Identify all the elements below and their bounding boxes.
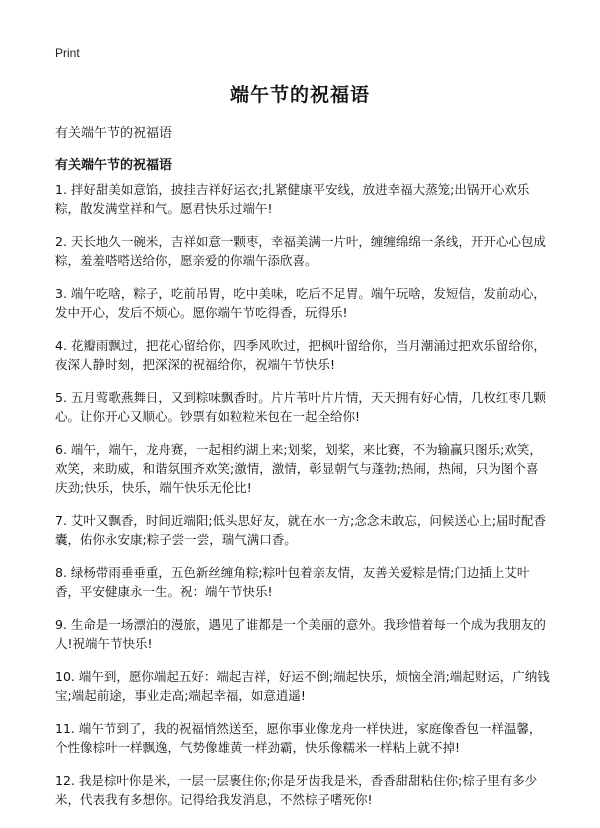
greeting-item: 5. 五月莺歌燕舞日，又到粽味飘香时。片片苇叶片片情，天天拥有好心情，几枚红枣几颗心。让你开心又顺心。钞票有如粒粒米包在一起全给你! <box>55 390 546 424</box>
greeting-item: 9. 生命是一场漂泊的漫旅，遇见了谁都是一个美丽的意外。我珍惜着每一个成为我朋友的人!祝端午节快乐! <box>55 617 546 651</box>
greeting-item: 2. 天长地久一碗米，吉祥如意一颗枣，幸福美满一片叶，缠缠绵绵一条线，开开心心包成粽，羞羞嗒嗒送给你，愿亲爱的你端午添欣喜。 <box>55 234 546 268</box>
section-heading: 有关端午节的祝福语 <box>55 158 173 173</box>
greeting-item: 11. 端午节到了，我的祝福悄然送至，愿你事业像龙舟一样快进，家庭像香包一样温馨，个性像棕叶一样飘逸，气势像雄黄一样劲霸，快乐像糯米一样粘上就不掉! <box>55 721 542 755</box>
greeting-item: 7. 艾叶又飘香，时间近端阳;低头思好友，就在水一方;念念未敢忘，问候送心上;届时配香囊，佑你永安康;粽子尝一尝，瑞气满口香。 <box>55 513 547 547</box>
greeting-list <box>55 180 550 823</box>
page-subtitle: 有关端午节的祝福语 <box>55 126 173 141</box>
print-link[interactable]: Print <box>55 46 80 60</box>
greeting-item: 4. 花瓣雨飘过，把花心留给你，四季风吹过，把枫叶留给你，当月潮涌过把欢乐留给你，夜深人静时刻，把深深的祝福给你，祝端午节快乐! <box>55 338 546 372</box>
greeting-item: 1. 拌好甜美如意馅，披挂吉祥好运衣;扎紧健康平安线，放进幸福大蒸笼;出锅开心欢乐粽，散发满堂祥和气。愿君快乐过端午! <box>55 182 530 216</box>
greeting-item: 3. 端午吃啥，粽子，吃前吊胃，吃中美味，吃后不足胃。端午玩啥，发短信，发前动心，发中开心，发后不烦心。愿你端午节吃得香，玩得乐! <box>55 286 546 320</box>
greeting-item: 6. 端午，端午，龙舟赛，一起相约湖上来;划桨，划桨，来比赛，不为输赢只图乐;欢笑，欢笑，来助威，和谐氛围齐欢笑;激情，激情，彰显朝气与蓬勃;热闹，热闹，只为图个喜庆劲;快乐，快乐，端午快乐无伦比! <box>55 442 542 495</box>
greeting-item: 8. 绿杨带雨垂垂重，五色新丝缠角粽;粽叶包着亲友情，友善关爱粽是情;门边插上艾叶香，平安健康永一生。祝：端午节快乐! <box>55 565 530 599</box>
page-title: 端午节的祝福语 <box>229 84 370 106</box>
greeting-item: 10. 端午到，愿你端起五好：端起吉祥，好运不倒;端起快乐，烦恼全消;端起财运，广纳钱宝;端起前途，事业走高;端起幸福，如意逍遥! <box>55 669 550 703</box>
greeting-item: 12. 我是棕叶你是米，一层一层裹住你;你是牙齿我是米，香香甜甜粘住你;棕子里有多少米，代表我有多想你。记得给我发消息，不然棕子嗜死你! <box>55 773 538 807</box>
